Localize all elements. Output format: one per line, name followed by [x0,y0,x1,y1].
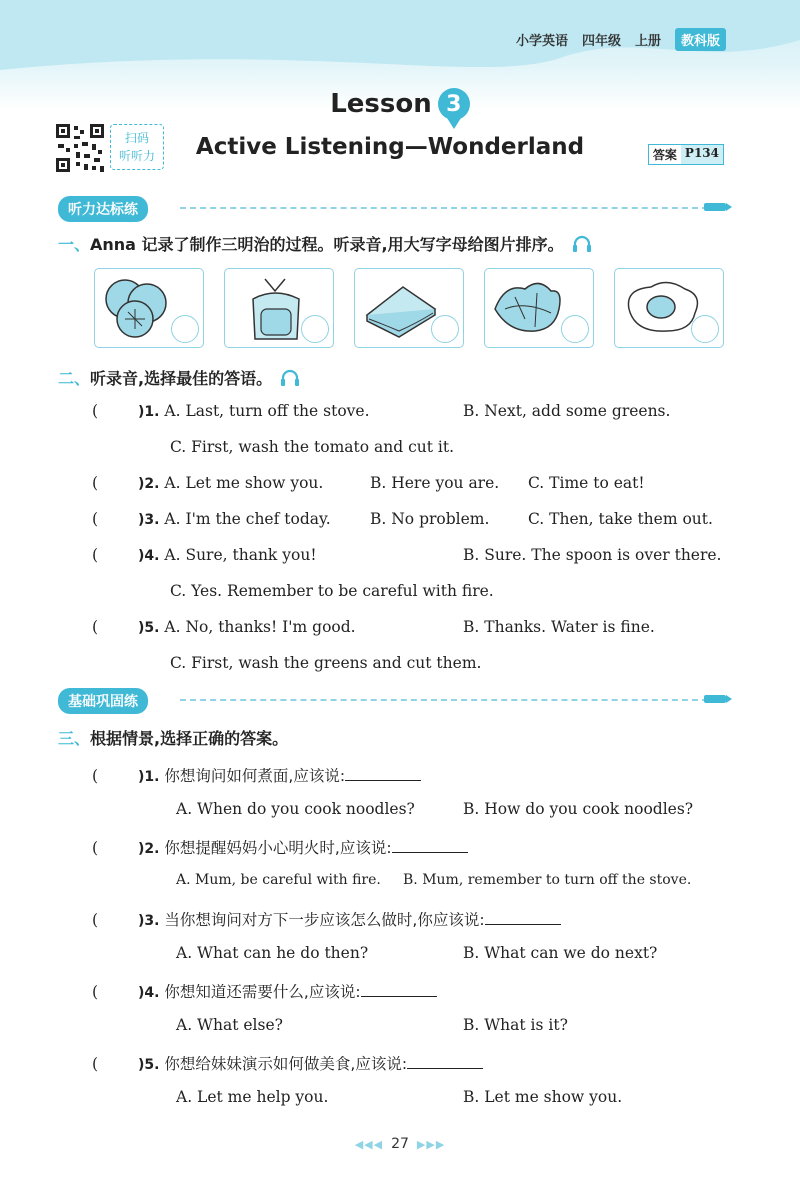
situation-text: 你想询问如何煮面,应该说: [164,767,346,785]
question-2-number: 二、 [58,369,91,388]
answer-circle[interactable] [561,315,589,343]
q3-item-3-option-a: A. What can he do then? [176,944,369,962]
q3-item-2 [92,836,468,858]
q3-item-4 [92,980,437,1002]
item-number: )5. [138,1057,160,1073]
section-divider [180,207,708,209]
grade-label: 四年级 [581,34,621,49]
item-number: )1. [138,769,160,785]
lesson-word: Lesson [330,89,432,119]
q2-item-3 [92,510,331,528]
left-arrows-icon: ◀◀◀ [354,1138,384,1151]
question-1-text: Anna 记录了制作三明治的过程。听录音,用大写字母给图片排序。 [90,235,564,254]
q3-item-1-option-a: A. When do you cook noodles? [176,800,415,818]
q2-item-4 [92,546,317,564]
answer-paren[interactable]: ( [92,983,99,1001]
book-info [516,28,726,51]
right-arrows-icon: ▶▶▶ [416,1138,446,1151]
q2-item-5-option-b: B. Thanks. Water is fine. [463,618,655,636]
picture-bread [224,268,334,348]
q3-item-5-option-a: A. Let me help you. [176,1088,329,1106]
qr-caption-line-1: 扫码 [124,131,149,145]
qr-code-icon[interactable] [54,122,106,174]
qr-caption-line-2: 听听力 [118,149,155,163]
q2-item-3-option-c: C. Then, take them out. [528,510,713,528]
answer-blank[interactable] [485,910,561,925]
answer-circle[interactable] [301,315,329,343]
answer-paren[interactable]: ( [92,546,99,564]
option-a: A. I'm the chef today. [164,510,331,528]
lesson-heading [0,88,800,120]
section-listening-tab: 听力达标练 [58,196,148,222]
answer-label: 答案 [652,148,677,162]
edition-badge: 教科版 [675,28,726,51]
answer-circle[interactable] [691,315,719,343]
item-number: )4. [138,548,160,564]
q2-item-5 [92,618,356,636]
item-number: )2. [138,476,160,492]
section-divider [180,699,708,701]
answer-blank[interactable] [361,982,437,997]
option-a: A. No, thanks! I'm good. [164,618,356,636]
item-number: )2. [138,841,160,857]
picture-egg [614,268,724,348]
question-3-heading [58,726,288,749]
answer-reference [648,144,724,165]
q3-item-4-option-a: A. What else? [176,1016,283,1034]
q2-item-2 [92,474,323,492]
q3-item-3-option-b: B. What can we do next? [463,944,658,962]
item-number: )3. [138,913,160,929]
section-basic-tab: 基础巩固练 [58,688,148,714]
q2-item-1-option-c: C. First, wash the tomato and cut it. [170,438,454,456]
picture-lettuce [484,268,594,348]
option-a: A. Last, turn off the stove. [164,402,370,420]
question-1-heading [58,232,592,255]
answer-paren[interactable]: ( [92,474,99,492]
answer-circle[interactable] [431,315,459,343]
answer-paren[interactable]: ( [92,767,99,785]
question-2-text: 听录音,选择最佳的答语。 [90,369,273,388]
page-number: 27 [391,1136,409,1152]
q3-item-1-option-b: B. How do you cook noodles? [463,800,694,818]
headphone-icon[interactable] [280,369,300,387]
q2-item-1-option-b: B. Next, add some greens. [463,402,671,420]
item-number: )3. [138,512,160,528]
answer-paren[interactable]: ( [92,911,99,929]
answer-blank[interactable] [407,1054,483,1069]
q3-item-5-option-b: B. Let me show you. [463,1088,623,1106]
pencil-icon [704,695,726,703]
answer-paren[interactable]: ( [92,618,99,636]
situation-text: 你想给妹妹演示如何做美食,应该说: [164,1055,408,1073]
q2-item-5-option-c: C. First, wash the greens and cut them. [170,654,482,672]
page-footer [0,1136,800,1152]
situation-text: 你想提醒妈妈小心明火时,应该说: [164,839,392,857]
question-1-number: 一、 [58,235,91,254]
answer-page: P134 [681,145,723,164]
lesson-number-badge: 3 [438,88,470,120]
option-a: A. Sure, thank you! [164,546,317,564]
q3-item-3 [92,908,561,930]
situation-text: 你想知道还需要什么,应该说: [164,983,361,1001]
q2-item-1 [92,402,370,420]
situation-text: 当你想询问对方下一步应该怎么做时,你应该说: [164,911,485,929]
question-2-heading [58,366,300,389]
q3-item-2-option-b: B. Mum, remember to turn off the stove. [403,872,692,888]
q3-item-1 [92,764,421,786]
headphone-icon[interactable] [572,235,592,253]
option-a: A. Let me show you. [164,474,324,492]
answer-paren[interactable]: ( [92,402,99,420]
item-number: )1. [138,404,160,420]
q2-item-4-option-b: B. Sure. The spoon is over there. [463,546,722,564]
q3-item-2-option-a: A. Mum, be careful with fire. [176,872,381,888]
question-3-number: 三、 [58,729,91,748]
answer-paren[interactable]: ( [92,839,99,857]
q2-item-3-option-b: B. No problem. [370,510,490,528]
question-3-text: 根据情景,选择正确的答案。 [90,729,289,748]
picture-tomato [94,268,204,348]
picture-row [94,268,724,348]
answer-blank[interactable] [345,766,421,781]
answer-blank[interactable] [392,838,468,853]
picture-sandwich [354,268,464,348]
qr-caption [110,124,164,170]
answer-circle[interactable] [171,315,199,343]
pencil-icon [704,203,726,211]
q3-item-4-option-b: B. What is it? [463,1016,568,1034]
q2-item-2-option-c: C. Time to eat! [528,474,645,492]
lesson-subtitle: Active Listening—Wonderland [195,134,585,160]
answer-paren[interactable]: ( [92,1055,99,1073]
q2-item-2-option-b: B. Here you are. [370,474,500,492]
q2-item-4-option-c: C. Yes. Remember to be careful with fire. [170,582,494,600]
volume-label: 上册 [634,34,661,49]
item-number: )5. [138,620,160,636]
answer-paren[interactable]: ( [92,510,99,528]
item-number: )4. [138,985,160,1001]
q3-item-5 [92,1052,483,1074]
subject-label: 小学英语 [515,34,568,49]
